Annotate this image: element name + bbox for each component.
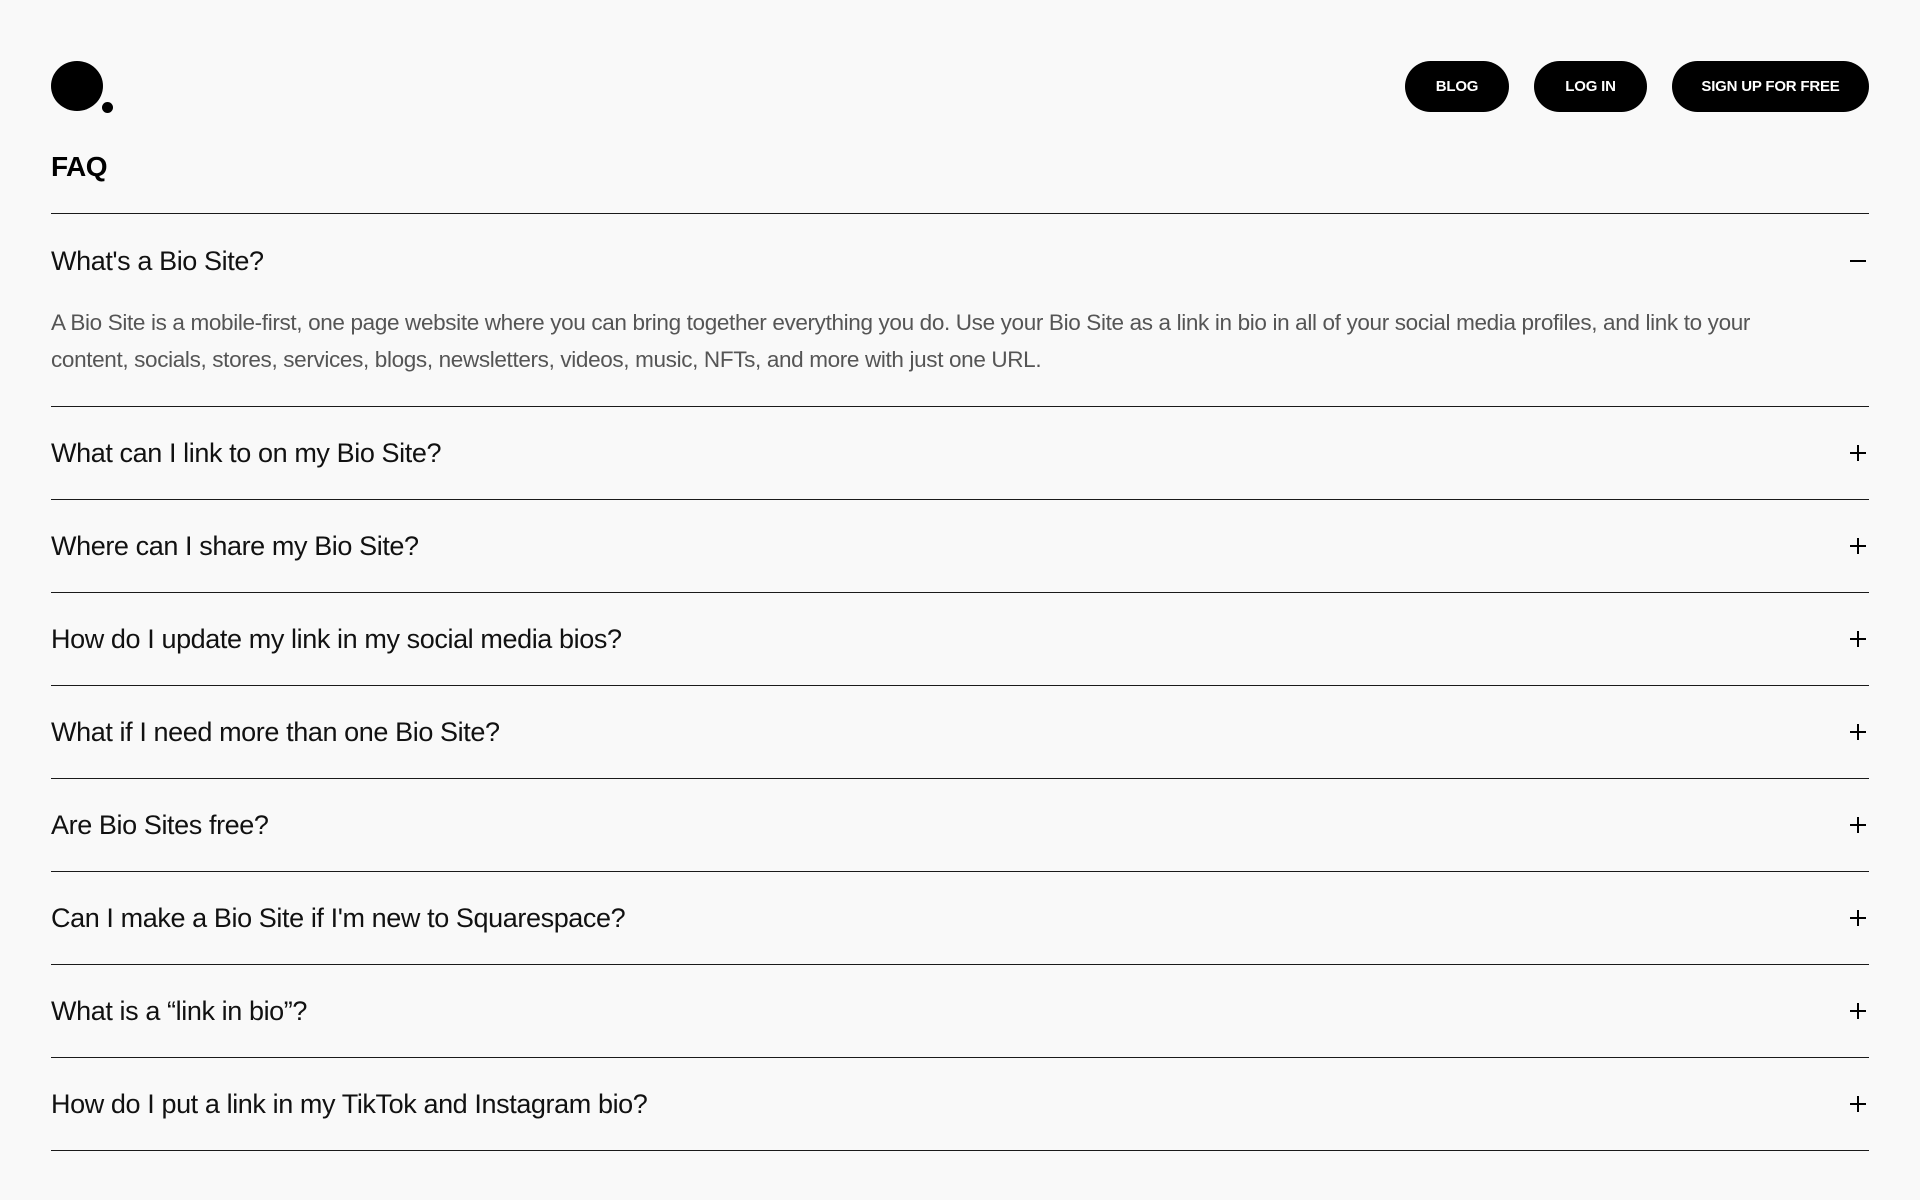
- faq-item: [51, 214, 1869, 407]
- faq-question-row[interactable]: [51, 214, 1869, 308]
- plus-icon[interactable]: [1847, 721, 1869, 743]
- faq-item: [51, 500, 1869, 593]
- faq-item: [51, 1058, 1869, 1151]
- faq-item: [51, 407, 1869, 500]
- faq-item: [51, 779, 1869, 872]
- sign-up-button[interactable]: SIGN UP FOR FREE: [1672, 61, 1869, 112]
- faq-item: [51, 965, 1869, 1058]
- faq-question: What if I need more than one Bio Site?: [51, 716, 500, 747]
- faq-heading: FAQ: [51, 151, 108, 182]
- faq-question-row[interactable]: [51, 500, 1869, 592]
- plus-icon[interactable]: [1847, 814, 1869, 836]
- minus-icon[interactable]: [1847, 250, 1869, 272]
- site-header: [51, 61, 1869, 113]
- faq-question: How do I put a link in my TikTok and Instagram bio?: [51, 1088, 648, 1119]
- log-in-button[interactable]: LOG IN: [1534, 61, 1647, 112]
- faq-answer: A Bio Site is a mobile-first, one page website where you can bring together everything you do. Use your Bio Site as a link in bio in all of your social media profiles, and link to your content, socials, stores, services, blogs, newsletters, videos, music, NFTs, and more with just one URL.: [51, 310, 1751, 372]
- faq-item: [51, 872, 1869, 965]
- faq-list: [51, 213, 1869, 1151]
- plus-icon[interactable]: [1847, 535, 1869, 557]
- faq-item: [51, 686, 1869, 779]
- plus-icon[interactable]: [1847, 1000, 1869, 1022]
- logo-small-dot: [102, 102, 113, 113]
- faq-question-row[interactable]: [51, 407, 1869, 499]
- faq-item: [51, 593, 1869, 686]
- faq-question: Where can I share my Bio Site?: [51, 530, 419, 561]
- faq-question-row[interactable]: [51, 965, 1869, 1057]
- logo[interactable]: [51, 61, 115, 113]
- plus-icon[interactable]: [1847, 1093, 1869, 1115]
- faq-question: What's a Bio Site?: [51, 245, 264, 276]
- faq-question-row[interactable]: [51, 593, 1869, 685]
- faq-question-row[interactable]: [51, 872, 1869, 964]
- faq-question: Are Bio Sites free?: [51, 809, 269, 840]
- logo-large-dot: [51, 61, 103, 111]
- plus-icon[interactable]: [1847, 628, 1869, 650]
- faq-question-row[interactable]: [51, 779, 1869, 871]
- plus-icon[interactable]: [1847, 907, 1869, 929]
- faq-question: Can I make a Bio Site if I'm new to Squarespace?: [51, 902, 626, 933]
- faq-question: How do I update my link in my social media bios?: [51, 623, 622, 654]
- header-nav: [1405, 61, 1869, 112]
- faq-question-row[interactable]: [51, 1058, 1869, 1150]
- plus-icon[interactable]: [1847, 442, 1869, 464]
- faq-question-row[interactable]: [51, 686, 1869, 778]
- blog-button[interactable]: BLOG: [1405, 61, 1509, 112]
- faq-question: What can I link to on my Bio Site?: [51, 437, 442, 468]
- faq-question: What is a “link in bio”?: [51, 995, 307, 1026]
